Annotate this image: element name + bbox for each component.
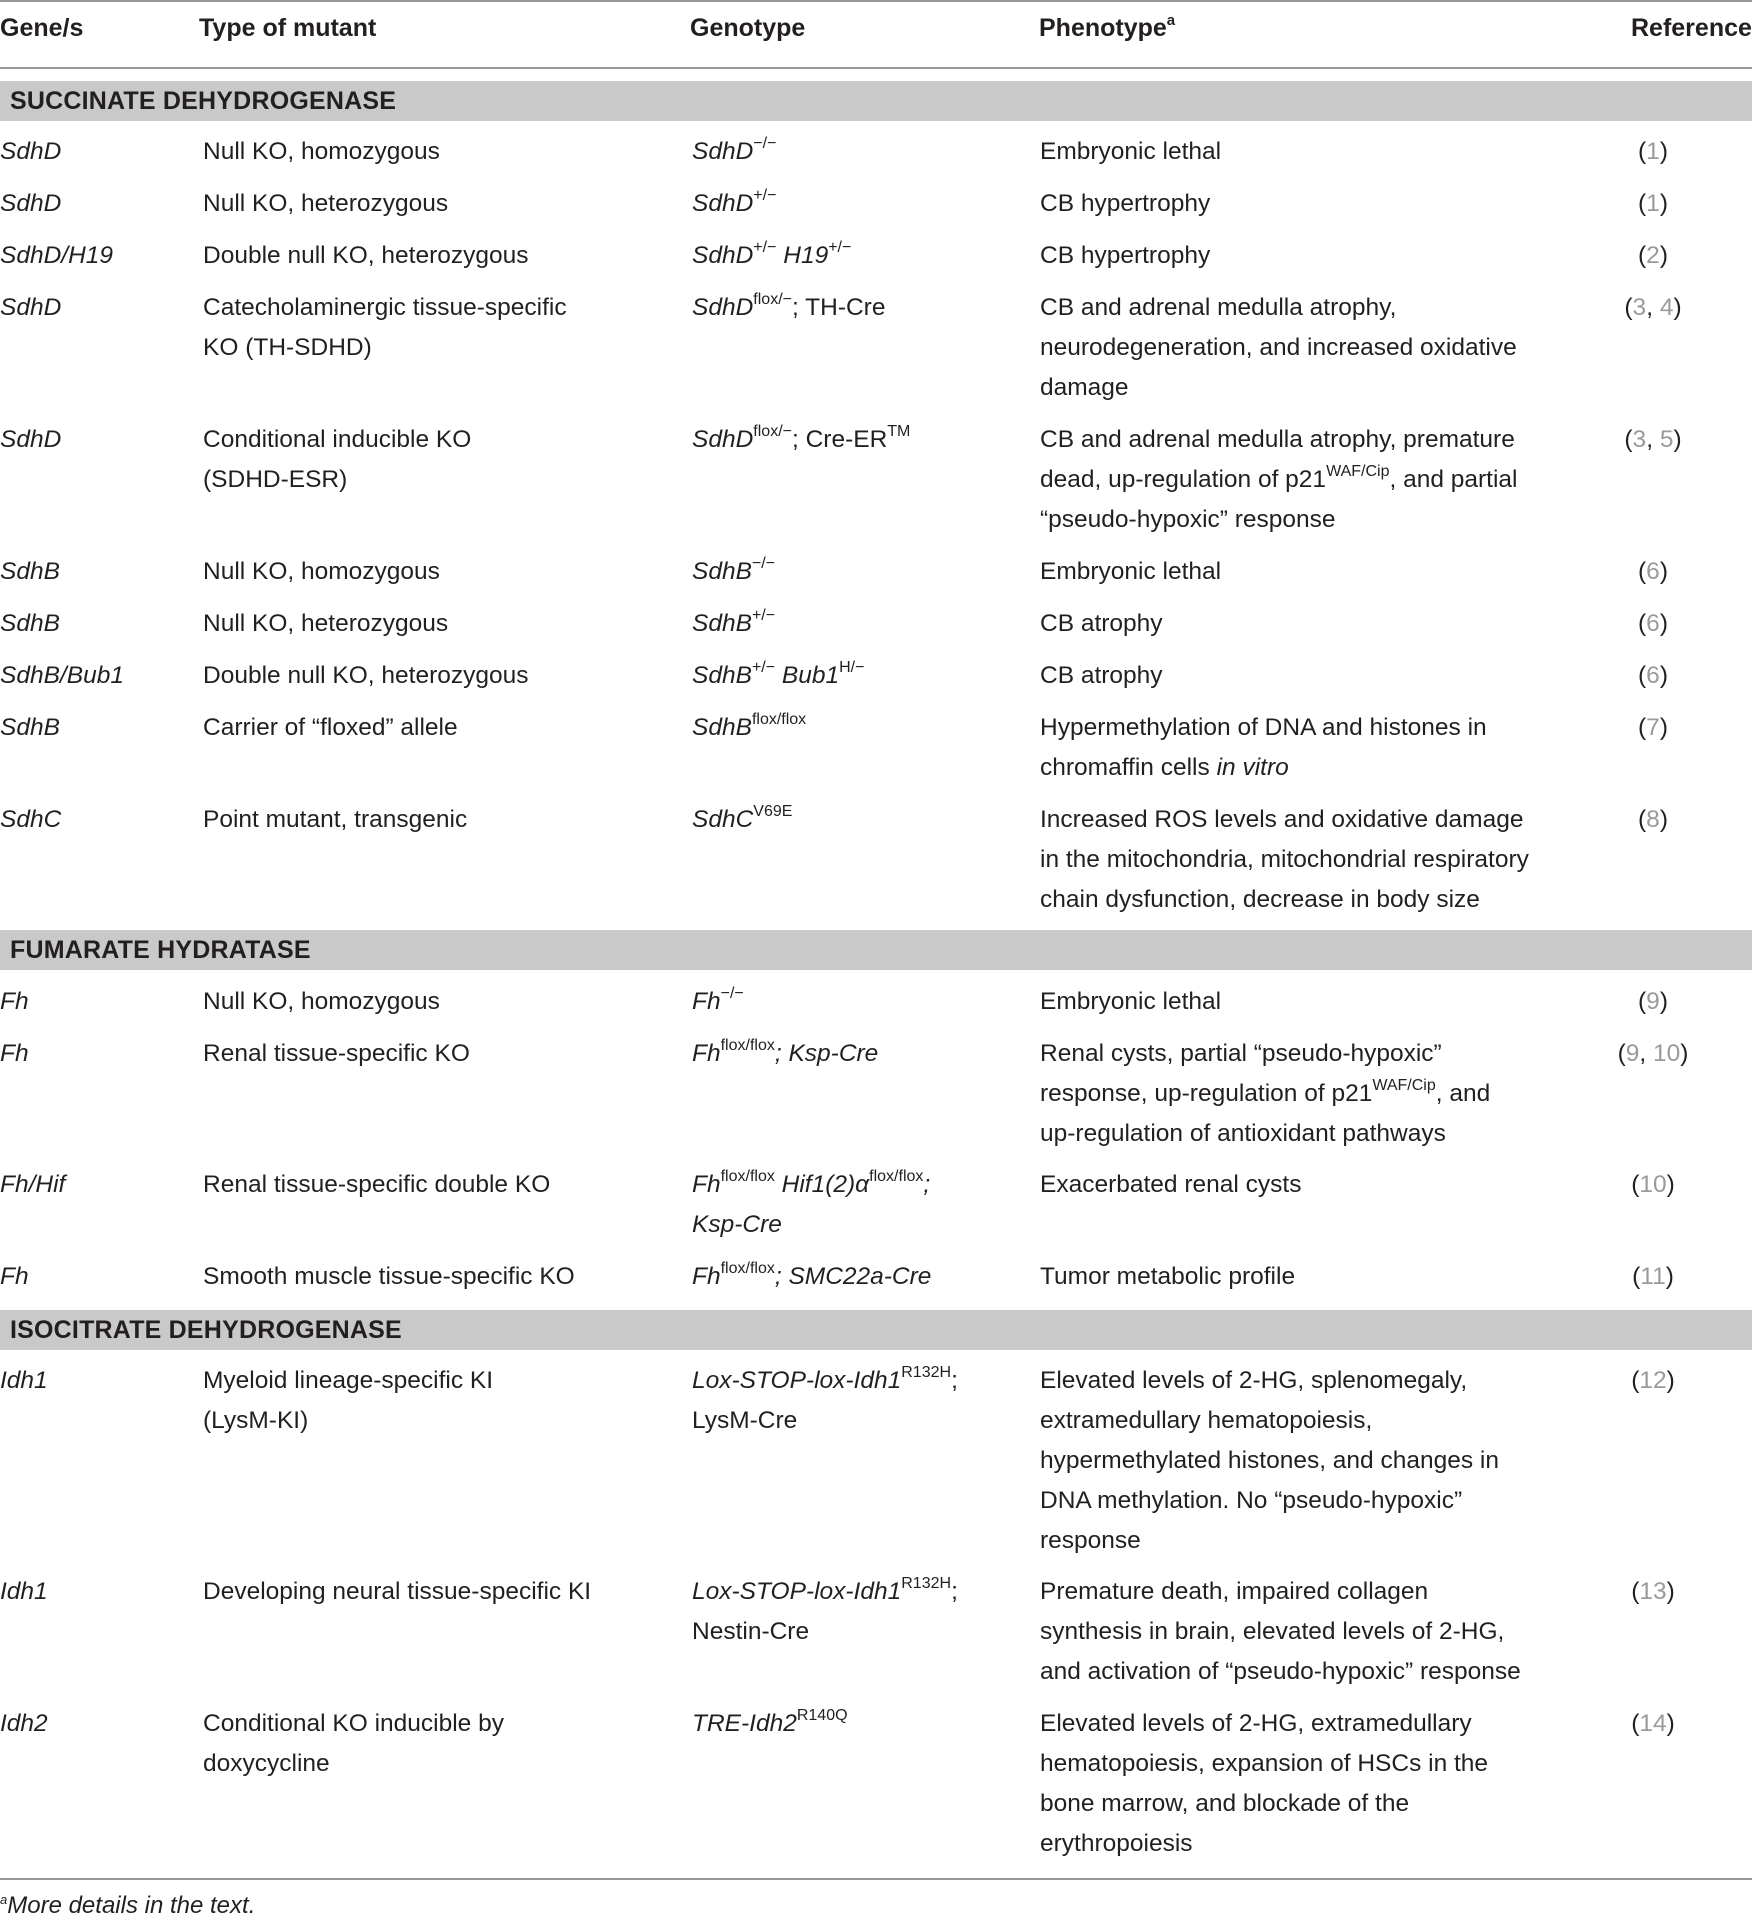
cell-mutant-type: doxycycline — [203, 1750, 330, 1777]
cell-reference: (13) — [1631, 1578, 1675, 1605]
cell-phenotype: up-regulation of antioxidant pathways — [1040, 1120, 1446, 1147]
top-rule — [0, 0, 1752, 2]
cell-phenotype: CB atrophy — [1040, 662, 1163, 689]
cell-gene: SdhB — [0, 558, 60, 585]
cell-genotype: $Fh^{flox/flox}$; SMC22a-Cre — [692, 1260, 932, 1290]
cell-reference: (3, 4) — [1624, 294, 1682, 321]
cell-gene: SdhD/H19 — [0, 242, 114, 269]
cell-gene: SdhD — [0, 294, 62, 321]
cell-gene: Idh2 — [0, 1710, 48, 1737]
cell-gene: Fh — [0, 988, 29, 1015]
cell-gene: SdhD — [0, 138, 62, 165]
cell-phenotype: CB atrophy — [1040, 610, 1163, 637]
cell-gene: Idh1 — [0, 1578, 48, 1605]
cell-reference: (6) — [1638, 558, 1668, 585]
section-title: ISOCITRATE DEHYDROGENASE — [10, 1316, 402, 1344]
cell-phenotype: and activation of “pseudo-hypoxic” response — [1040, 1658, 1521, 1685]
cell-mutant-type: Carrier of “floxed” allele — [203, 714, 458, 741]
cell-mutant-type: Null KO, homozygous — [203, 558, 440, 585]
cell-mutant-type: Double null KO, heterozygous — [203, 662, 529, 689]
cell-phenotype: erythropoiesis — [1040, 1830, 1193, 1857]
cell-genotype: SdhB+/− — [692, 607, 776, 637]
footnote-mark: a — [0, 1892, 8, 1907]
cell-mutant-type: Null KO, heterozygous — [203, 190, 449, 217]
bottom-rule — [0, 1878, 1752, 1880]
cell-genotype: Lox-$STOP-lox-Idh1^{R132H}$; — [692, 1364, 958, 1394]
cell-phenotype: hematopoiesis, expansion of HSCs in the — [1040, 1750, 1489, 1777]
cell-phenotype: chain dysfunction, decrease in body size — [1040, 886, 1480, 913]
footnote — [0, 1892, 255, 1920]
cell-reference: (9, 10) — [1617, 1040, 1689, 1067]
cell-gene: SdhB — [0, 610, 60, 637]
cell-mutant-type: KO (TH-SDHD) — [203, 334, 372, 361]
cell-reference: (7) — [1638, 714, 1668, 741]
cell-genotype: SdhD$^{flox/-}$; Cre-ER™ — [692, 423, 911, 453]
cell-phenotype: Hypermethylation of DNA and histones in — [1040, 714, 1487, 741]
cell-reference: (11) — [1632, 1263, 1674, 1290]
header-phenotype-label: Phenotype — [1039, 14, 1167, 42]
header-type: Type of mutant — [199, 14, 377, 42]
cell-phenotype: chromaffin cells in vitro — [1040, 754, 1289, 781]
header-phenotype-footnote-mark: a — [1166, 12, 1176, 29]
cell-phenotype: Elevated levels of 2-HG, splenomegaly, — [1040, 1367, 1468, 1394]
section-band-fumarate-hydratase — [0, 930, 1752, 970]
cell-reference: (3, 5) — [1624, 426, 1682, 453]
cell-phenotype: neurodegeneration, and increased oxidative — [1040, 334, 1517, 361]
cell-phenotype: Embryonic lethal — [1040, 558, 1222, 585]
section-title: SUCCINATE DEHYDROGENASE — [10, 87, 397, 115]
cell-reference: (9) — [1638, 988, 1668, 1015]
header-gene: Gene/s — [0, 14, 84, 42]
cell-reference: (6) — [1638, 662, 1668, 689]
cell-phenotype: response, up-regulation of $p21^{WAF/Cip}$, and — [1040, 1077, 1491, 1107]
cell-genotype: Lox-$STOP-lox-Idh1^{R132H}$; — [692, 1575, 958, 1605]
cell-genotype: $Fh^{flox/flox}$ $Hif1(2)\alpha^{flox/flox}$; — [692, 1168, 931, 1198]
cell-reference: (12) — [1631, 1367, 1675, 1394]
cell-phenotype: Increased ROS levels and oxidative damage — [1040, 806, 1524, 833]
section-band-isocitrate-dehydrogenase — [0, 1310, 1752, 1350]
section-title: FUMARATE HYDRATASE — [10, 936, 311, 964]
cell-phenotype: CB hypertrophy — [1040, 190, 1211, 217]
header-phenotype — [1039, 14, 1175, 43]
footnote-text: More details in the text. — [7, 1892, 256, 1919]
cell-genotype: Fh−/− — [692, 985, 744, 1015]
cell-mutant-type: Developing neural tissue-specific KI — [203, 1578, 592, 1605]
cell-phenotype: response — [1040, 1527, 1141, 1554]
cell-phenotype: Tumor metabolic profile — [1040, 1263, 1296, 1290]
cell-gene: SdhB/Bub1 — [0, 662, 124, 689]
cell-genotype: Ksp-Cre — [692, 1211, 782, 1238]
cell-mutant-type: Point mutant, transgenic — [203, 806, 468, 833]
cell-gene: Fh — [0, 1040, 29, 1067]
cell-gene: SdhD — [0, 426, 62, 453]
cell-mutant-type: Null KO, homozygous — [203, 988, 440, 1015]
cell-phenotype: “pseudo-hypoxic” response — [1040, 506, 1336, 533]
cell-reference: (10) — [1631, 1171, 1675, 1198]
cell-mutant-type: Myeloid lineage-specific KI — [203, 1367, 494, 1394]
section-band-succinate-dehydrogenase — [0, 81, 1752, 121]
cell-genotype: Nestin-Cre — [692, 1618, 810, 1645]
cell-phenotype: CB hypertrophy — [1040, 242, 1211, 269]
cell-gene: SdhB — [0, 714, 60, 741]
cell-genotype: SdhC$^{V69E}$ — [692, 803, 793, 833]
cell-phenotype: DNA methylation. No “pseudo-hypoxic” — [1040, 1487, 1463, 1514]
cell-gene: Fh/Hif — [0, 1171, 66, 1198]
cell-phenotype: Exacerbated renal cysts — [1040, 1171, 1302, 1198]
cell-reference: (2) — [1638, 242, 1668, 269]
cell-phenotype: extramedullary hematopoiesis, — [1040, 1407, 1373, 1434]
cell-reference: (8) — [1638, 806, 1668, 833]
header-genotype: Genotype — [690, 14, 806, 42]
cell-genotype: SdhB$^{flox/flox}$ — [692, 711, 807, 741]
cell-gene: SdhD — [0, 190, 62, 217]
cell-phenotype: CB and adrenal medulla atrophy, premature — [1040, 426, 1515, 453]
cell-genotype: SdhD−/− — [692, 135, 777, 165]
cell-mutant-type: (SDHD-ESR) — [203, 466, 348, 493]
cell-phenotype: bone marrow, and blockade of the — [1040, 1790, 1410, 1817]
cell-gene: Fh — [0, 1263, 29, 1290]
cell-phenotype: Elevated levels of 2-HG, extramedullary — [1040, 1710, 1472, 1737]
cell-mutant-type: Smooth muscle tissue-specific KO — [203, 1263, 575, 1290]
cell-phenotype: Embryonic lethal — [1040, 138, 1222, 165]
cell-mutant-type: Renal tissue-specific double KO — [203, 1171, 551, 1198]
cell-genotype: TRE-$Idh2^{R140Q}$ — [692, 1707, 848, 1737]
cell-mutant-type: (LysM-KI) — [203, 1407, 309, 1434]
cell-phenotype: damage — [1040, 374, 1129, 401]
cell-phenotype: synthesis in brain, elevated levels of 2-HG, — [1040, 1618, 1505, 1645]
cell-mutant-type: Null KO, homozygous — [203, 138, 440, 165]
cell-mutant-type: Null KO, heterozygous — [203, 610, 449, 637]
header-rule — [0, 67, 1752, 69]
cell-reference: (1) — [1638, 138, 1668, 165]
cell-phenotype: Renal cysts, partial “pseudo-hypoxic” — [1040, 1040, 1442, 1067]
cell-genotype: SdhB+/− $Bub1^{H/-}$ — [692, 659, 865, 689]
cell-mutant-type: Conditional KO inducible by — [203, 1710, 504, 1737]
cell-phenotype: CB and adrenal medulla atrophy, — [1040, 294, 1397, 321]
header-reference: Reference — [1631, 14, 1752, 42]
cell-genotype: LysM-Cre — [692, 1407, 798, 1434]
cell-genotype: SdhD+/− H19+/− — [692, 239, 852, 269]
cell-reference: (6) — [1638, 610, 1668, 637]
cell-reference: (14) — [1631, 1710, 1675, 1737]
cell-gene: Idh1 — [0, 1367, 48, 1394]
cell-mutant-type: Double null KO, heterozygous — [203, 242, 529, 269]
cell-gene: SdhC — [0, 806, 62, 833]
cell-phenotype: Premature death, impaired collagen — [1040, 1578, 1429, 1605]
cell-phenotype: in the mitochondria, mitochondrial respiratory — [1040, 846, 1529, 873]
cell-genotype: SdhD$^{flox/-}$; TH-Cre — [692, 291, 886, 321]
cell-genotype: SdhB−/− — [692, 555, 776, 585]
cell-phenotype: Embryonic lethal — [1040, 988, 1222, 1015]
cell-genotype: $Fh^{flox/flox}$; Ksp-Cre — [692, 1037, 879, 1067]
cell-mutant-type: Catecholaminergic tissue-specific — [203, 294, 567, 321]
cell-reference: (1) — [1638, 190, 1668, 217]
cell-phenotype: dead, up-regulation of $p21^{WAF/Cip}$, and partial — [1040, 463, 1518, 493]
cell-mutant-type: Renal tissue-specific KO — [203, 1040, 470, 1067]
cell-genotype: SdhD+/− — [692, 187, 777, 217]
cell-mutant-type: Conditional inducible KO — [203, 426, 472, 453]
cell-phenotype: hypermethylated histones, and changes in — [1040, 1447, 1499, 1474]
